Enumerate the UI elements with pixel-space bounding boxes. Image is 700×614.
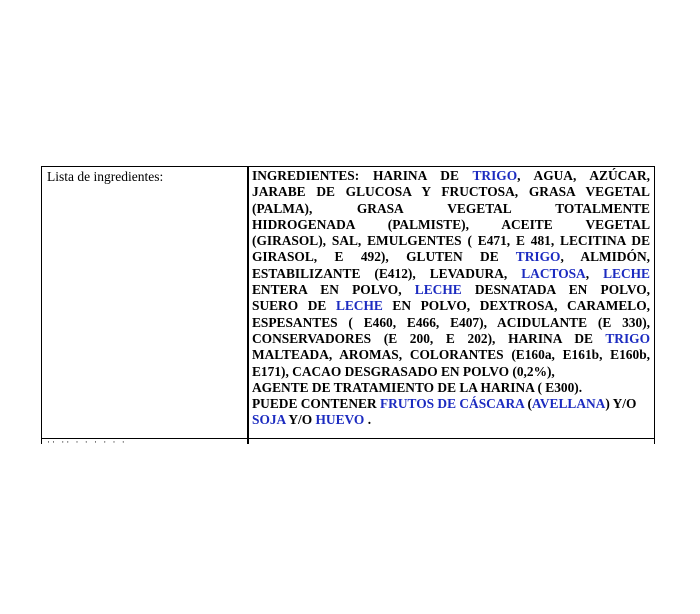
ingredient-text: (PALMA), GRASA VEGETAL TOTALMENTE [252,200,650,216]
ingredient-line [252,298,650,314]
ingredient-text: ) Y/O [605,396,637,412]
allergen-term: FRUTOS DE CÁSCARA [379,396,525,412]
ingredient-text: SUERO DE [252,298,336,314]
ingredient-line [252,201,650,217]
ingredient-line [252,331,650,347]
ingredient-text: GIRASOL, E 492), GLUTEN DE [252,249,516,265]
allergen-term: LECHE [603,265,650,281]
ingredient-text: , ALMIDÓN, [560,249,650,265]
ingredient-line [252,217,650,233]
ingredients-label: Lista de ingredientes: [47,169,164,184]
ingredient-line [252,347,650,363]
ingredients-text [252,168,650,429]
next-row-cropped-text: ·· ·· · · · · · · [47,439,127,445]
ingredient-line [252,233,650,249]
allergen-term: TRIGO [605,330,650,346]
allergen-term: AVELLANA [531,396,606,412]
allergen-term: HUEVO [315,412,365,428]
ingredient-text: ( [524,396,532,412]
ingredient-text: EN POLVO, DEXTROSA, CARAMELO, [382,298,650,314]
ingredient-line [252,396,650,412]
ingredient-text: , [585,265,604,281]
ingredient-line [252,249,650,265]
ingredient-text: Y/O [285,412,316,428]
ingredient-text: E171), CACAO DESGRASADO EN POLVO (0,2%), [252,363,555,379]
row-separator [42,438,654,439]
ingredient-text: . [364,412,372,428]
allergen-term: LACTOSA [521,265,586,281]
ingredient-text: MALTEADA, AROMAS, COLORANTES (E160a, E161b, E160b, [252,347,650,363]
ingredient-text: ESTABILIZANTE (E412), LEVADURA, [252,265,522,281]
ingredients-table [41,166,655,444]
ingredient-text: HIDROGENADA (PALMISTE), ACEITE VEGETAL [252,216,650,232]
ingredient-text: DESNATADA EN POLVO, [461,282,650,298]
allergen-term: SOJA [252,412,286,428]
ingredient-line [252,412,650,428]
column-divider [247,167,249,444]
ingredient-line [252,315,650,331]
ingredient-line [252,168,650,184]
ingredient-line [252,364,650,380]
ingredient-text: , AGUA, AZÚCAR, [517,168,650,183]
allergen-term: TRIGO [472,168,518,183]
ingredient-text: CONSERVADORES (E 200, E 202), HARINA DE [252,330,606,346]
ingredient-line [252,266,650,282]
allergen-term: LECHE [414,282,462,298]
allergen-term: TRIGO [515,249,561,265]
ingredient-text: INGREDIENTES: HARINA DE [252,168,473,183]
ingredient-text: ESPESANTES ( E460, E466, E407), ACIDULANTE (E 330), [252,314,650,330]
ingredient-text: AGENTE DE TRATAMIENTO DE LA HARINA ( E300). [252,379,583,395]
ingredient-line [252,380,650,396]
allergen-term: LECHE [335,298,383,314]
ingredient-line [252,184,650,200]
ingredient-text: PUEDE CONTENER [252,396,380,412]
ingredient-text: (GIRASOL), SAL, EMULGENTES ( E471, E 481, LECITINA DE [252,233,650,249]
ingredient-text: ENTERA EN POLVO, [252,282,415,298]
ingredient-text: JARABE DE GLUCOSA Y FRUCTOSA, GRASA VEGETAL [252,184,650,200]
ingredient-line [252,282,650,298]
